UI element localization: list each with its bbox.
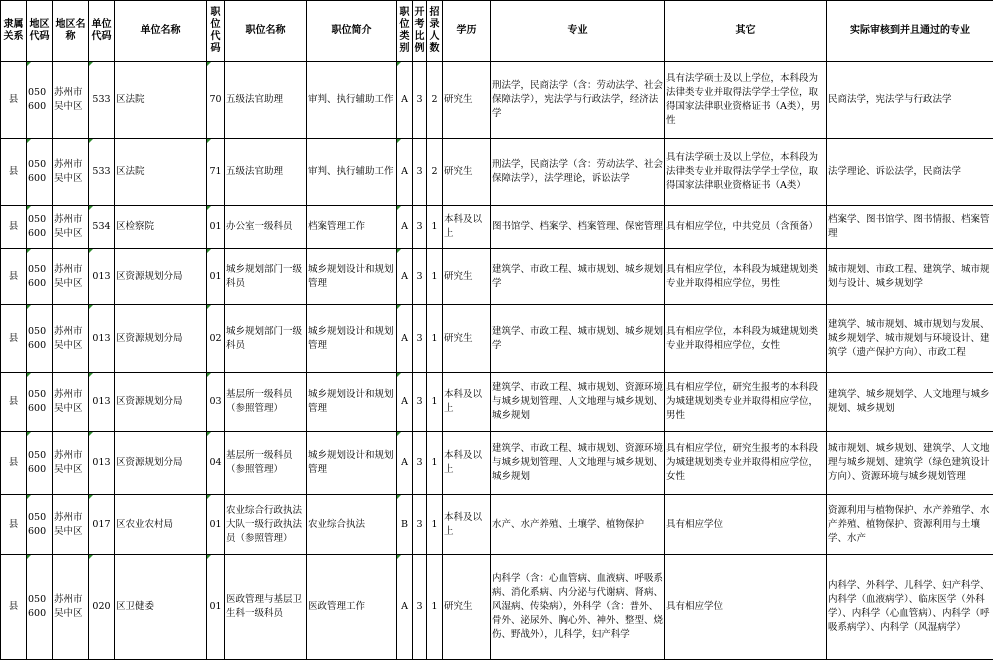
- cell-count: 1: [427, 305, 443, 373]
- cell-position-name: 办公室一级科员: [225, 206, 307, 249]
- cell-education: 研究生: [443, 139, 491, 206]
- col-header: 实际审核到并且通过的专业: [827, 1, 993, 62]
- cell-unit-name: 区农业农村局: [115, 495, 207, 555]
- cell-lishu: 县: [1, 555, 27, 660]
- cell-unit-code: 533: [89, 139, 115, 206]
- col-header: 单位代码: [89, 1, 115, 62]
- cell-count: 1: [427, 555, 443, 660]
- cell-category: A: [397, 206, 413, 249]
- col-header: 职位类别: [397, 1, 413, 62]
- cell-approved-major: 档案学、图书馆学、图书情报、档案管理: [827, 206, 993, 249]
- table-row: [1, 495, 993, 555]
- cell-other: 具有相应学位，研究生报考的本科段为城建规划类专业并取得相应学位，女性: [665, 432, 827, 495]
- cell-ratio: 3: [413, 62, 427, 139]
- cell-unit-name: 区资源规划分局: [115, 373, 207, 432]
- cell-position-desc: 农业综合执法: [307, 495, 397, 555]
- cell-region-name: 苏州市吴中区: [53, 555, 89, 660]
- cell-count: 1: [427, 206, 443, 249]
- cell-position-code: 01: [207, 555, 225, 660]
- cell-position-desc: 审判、执行辅助工作: [307, 62, 397, 139]
- cell-unit-code: 013: [89, 432, 115, 495]
- cell-approved-major: 资源利用与植物保护、水产养殖学、水产养殖、植物保护、资源利用与土壤学、水产: [827, 495, 993, 555]
- cell-ratio: 3: [413, 249, 427, 305]
- cell-region-name: 苏州市吴中区: [53, 249, 89, 305]
- cell-category: A: [397, 249, 413, 305]
- cell-lishu: 县: [1, 139, 27, 206]
- cell-region-code: 050600: [27, 305, 53, 373]
- cell-major: 水产、水产养殖、土壤学、植物保护: [491, 495, 665, 555]
- col-header: 隶属关系: [1, 1, 27, 62]
- cell-unit-code: 020: [89, 555, 115, 660]
- cell-count: 2: [427, 62, 443, 139]
- cell-unit-name: 区资源规划分局: [115, 432, 207, 495]
- cell-category: B: [397, 495, 413, 555]
- cell-category: A: [397, 139, 413, 206]
- cell-unit-name: 区资源规划分局: [115, 305, 207, 373]
- col-header: 职位代码: [207, 1, 225, 62]
- cell-other: 具有相应学位，本科段为城建规划类专业并取得相应学位，女性: [665, 305, 827, 373]
- cell-region-name: 苏州市吴中区: [53, 62, 89, 139]
- cell-region-code: 050600: [27, 432, 53, 495]
- cell-position-name: 医政管理与基层卫生科一级科员: [225, 555, 307, 660]
- cell-position-code: 03: [207, 373, 225, 432]
- cell-ratio: 3: [413, 495, 427, 555]
- cell-unit-code: 013: [89, 373, 115, 432]
- cell-unit-code: 533: [89, 62, 115, 139]
- cell-region-name: 苏州市吴中区: [53, 495, 89, 555]
- cell-major: 图书馆学、档案学、档案管理、保密管理: [491, 206, 665, 249]
- cell-position-desc: 医政管理工作: [307, 555, 397, 660]
- table-row: [1, 555, 993, 660]
- cell-education: 研究生: [443, 305, 491, 373]
- cell-category: A: [397, 432, 413, 495]
- cell-lishu: 县: [1, 249, 27, 305]
- cell-education: 本科及以上: [443, 432, 491, 495]
- cell-lishu: 县: [1, 373, 27, 432]
- cell-unit-name: 区法院: [115, 62, 207, 139]
- cell-education: 研究生: [443, 62, 491, 139]
- cell-position-desc: 审判、执行辅助工作: [307, 139, 397, 206]
- cell-other: 具有法学硕士及以上学位，本科段为法律类专业并取得法学学士学位，取得国家法律职业资格证书（A类）: [665, 139, 827, 206]
- table-row: [1, 249, 993, 305]
- cell-region-code: 050600: [27, 555, 53, 660]
- cell-position-name: 农业综合行政执法大队一级行政执法员（参照管理）: [225, 495, 307, 555]
- cell-major: 内科学（含：心血管病、血液病、呼吸系病、消化系病、内分泌与代谢病、肾病、风湿病、传染病），外科学（含：普外、骨外、泌尿外、胸心外、神外、整型、烧伤、野战外），儿科学，妇产科学: [491, 555, 665, 660]
- cell-position-name: 五级法官助理: [225, 62, 307, 139]
- cell-other: 具有相应学位: [665, 495, 827, 555]
- table-row: [1, 432, 993, 495]
- table-row: [1, 139, 993, 206]
- cell-region-name: 苏州市吴中区: [53, 432, 89, 495]
- col-header: 开考比例: [413, 1, 427, 62]
- col-header: 专业: [491, 1, 665, 62]
- cell-region-code: 050600: [27, 495, 53, 555]
- cell-position-name: 城乡规划部门一级科员: [225, 249, 307, 305]
- cell-lishu: 县: [1, 206, 27, 249]
- cell-approved-major: 建筑学、城市规划、城市规划与发展、城乡规划学、城市规划与环境设计、建筑学（遗产保护方向）、市政工程: [827, 305, 993, 373]
- cell-approved-major: 法学理论、诉讼法学，民商法学: [827, 139, 993, 206]
- cell-region-name: 苏州市吴中区: [53, 373, 89, 432]
- cell-position-code: 04: [207, 432, 225, 495]
- cell-ratio: 3: [413, 432, 427, 495]
- cell-category: A: [397, 62, 413, 139]
- cell-lishu: 县: [1, 495, 27, 555]
- cell-ratio: 3: [413, 206, 427, 249]
- cell-unit-code: 013: [89, 249, 115, 305]
- cell-position-desc: 城乡规划设计和规划管理: [307, 373, 397, 432]
- cell-major: 刑法学，民商法学（含：劳动法学、社会保障法学），宪法学与行政法学，经济法学: [491, 62, 665, 139]
- cell-position-name: 城乡规划部门一级科员: [225, 305, 307, 373]
- cell-unit-name: 区卫健委: [115, 555, 207, 660]
- cell-position-code: 01: [207, 495, 225, 555]
- cell-region-code: 050600: [27, 206, 53, 249]
- cell-region-name: 苏州市吴中区: [53, 206, 89, 249]
- cell-other: 具有相应学位，中共党员（含预备）: [665, 206, 827, 249]
- table-row: [1, 206, 993, 249]
- cell-position-code: 01: [207, 249, 225, 305]
- cell-count: 1: [427, 373, 443, 432]
- header-row: [1, 1, 993, 62]
- col-header: 招录人数: [427, 1, 443, 62]
- cell-unit-code: 534: [89, 206, 115, 249]
- cell-count: 1: [427, 495, 443, 555]
- cell-major: 建筑学、市政工程、城市规划、资源环境与城乡规划管理、人文地理与城乡规划、城乡规划: [491, 432, 665, 495]
- cell-count: 2: [427, 139, 443, 206]
- cell-unit-code: 017: [89, 495, 115, 555]
- cell-region-code: 050600: [27, 62, 53, 139]
- table-row: [1, 62, 993, 139]
- cell-unit-name: 区法院: [115, 139, 207, 206]
- cell-position-desc: 城乡规划设计和规划管理: [307, 432, 397, 495]
- cell-count: 1: [427, 249, 443, 305]
- table-row: [1, 305, 993, 373]
- cell-other: 具有相应学位，本科段为城建规划类专业并取得相应学位，男性: [665, 249, 827, 305]
- cell-ratio: 3: [413, 139, 427, 206]
- cell-lishu: 县: [1, 305, 27, 373]
- col-header: 单位名称: [115, 1, 207, 62]
- col-header: 其它: [665, 1, 827, 62]
- cell-major: 建筑学、市政工程、城市规划、资源环境与城乡规划管理、人文地理与城乡规划、城乡规划: [491, 373, 665, 432]
- cell-unit-name: 区资源规划分局: [115, 249, 207, 305]
- cell-lishu: 县: [1, 62, 27, 139]
- col-header: 职位名称: [225, 1, 307, 62]
- cell-education: 研究生: [443, 555, 491, 660]
- cell-education: 本科及以上: [443, 495, 491, 555]
- cell-lishu: 县: [1, 432, 27, 495]
- cell-approved-major: 内科学、外科学、儿科学、妇产科学、内科学（血液病学）、临床医学（外科学）、内科学（心血管病）、内科学（呼吸系病学）、内科学（风湿病学）: [827, 555, 993, 660]
- col-header: 职位简介: [307, 1, 397, 62]
- cell-ratio: 3: [413, 373, 427, 432]
- cell-position-desc: 档案管理工作: [307, 206, 397, 249]
- cell-count: 1: [427, 432, 443, 495]
- cell-approved-major: 建筑学、城乡规划学、人文地理与城乡规划、城乡规划: [827, 373, 993, 432]
- table-row: [1, 373, 993, 432]
- cell-position-code: 01: [207, 206, 225, 249]
- cell-position-name: 五级法官助理: [225, 139, 307, 206]
- cell-major: 建筑学、市政工程、城市规划、城乡规划学: [491, 249, 665, 305]
- cell-major: 刑法学，民商法学（含：劳动法学、社会保障法学），法学理论，诉讼法学: [491, 139, 665, 206]
- cell-category: A: [397, 305, 413, 373]
- cell-approved-major: 民商法学，宪法学与行政法学: [827, 62, 993, 139]
- cell-other: 具有法学硕士及以上学位，本科段为法律类专业并取得法学学士学位，取得国家法律职业资格证书（A类），男性: [665, 62, 827, 139]
- cell-position-name: 基层所一级科员（参照管理）: [225, 432, 307, 495]
- cell-other: 具有相应学位: [665, 555, 827, 660]
- cell-education: 本科及以上: [443, 373, 491, 432]
- cell-category: A: [397, 373, 413, 432]
- cell-education: 研究生: [443, 249, 491, 305]
- cell-position-code: 70: [207, 62, 225, 139]
- cell-position-desc: 城乡规划设计和规划管理: [307, 305, 397, 373]
- cell-region-code: 050600: [27, 249, 53, 305]
- cell-approved-major: 城市规划、市政工程、建筑学、城市规划与设计、城乡规划学: [827, 249, 993, 305]
- col-header: 地区名称: [53, 1, 89, 62]
- cell-position-name: 基层所一级科员（参照管理）: [225, 373, 307, 432]
- col-header: 学历: [443, 1, 491, 62]
- cell-ratio: 3: [413, 555, 427, 660]
- cell-position-desc: 城乡规划设计和规划管理: [307, 249, 397, 305]
- col-header: 地区代码: [27, 1, 53, 62]
- cell-approved-major: 城市规划、城乡规划、建筑学、人文地理与城乡规划、建筑学（绿色建筑设计方向）、资源环境与城乡规划管理: [827, 432, 993, 495]
- cell-position-code: 71: [207, 139, 225, 206]
- cell-category: A: [397, 555, 413, 660]
- cell-education: 本科及以上: [443, 206, 491, 249]
- cell-unit-code: 013: [89, 305, 115, 373]
- cell-ratio: 3: [413, 305, 427, 373]
- cell-region-code: 050600: [27, 139, 53, 206]
- cell-major: 建筑学、市政工程、城市规划、城乡规划学: [491, 305, 665, 373]
- cell-region-name: 苏州市吴中区: [53, 139, 89, 206]
- cell-unit-name: 区检察院: [115, 206, 207, 249]
- cell-other: 具有相应学位，研究生报考的本科段为城建规划类专业并取得相应学位，男性: [665, 373, 827, 432]
- cell-region-name: 苏州市吴中区: [53, 305, 89, 373]
- cell-region-code: 050600: [27, 373, 53, 432]
- cell-position-code: 02: [207, 305, 225, 373]
